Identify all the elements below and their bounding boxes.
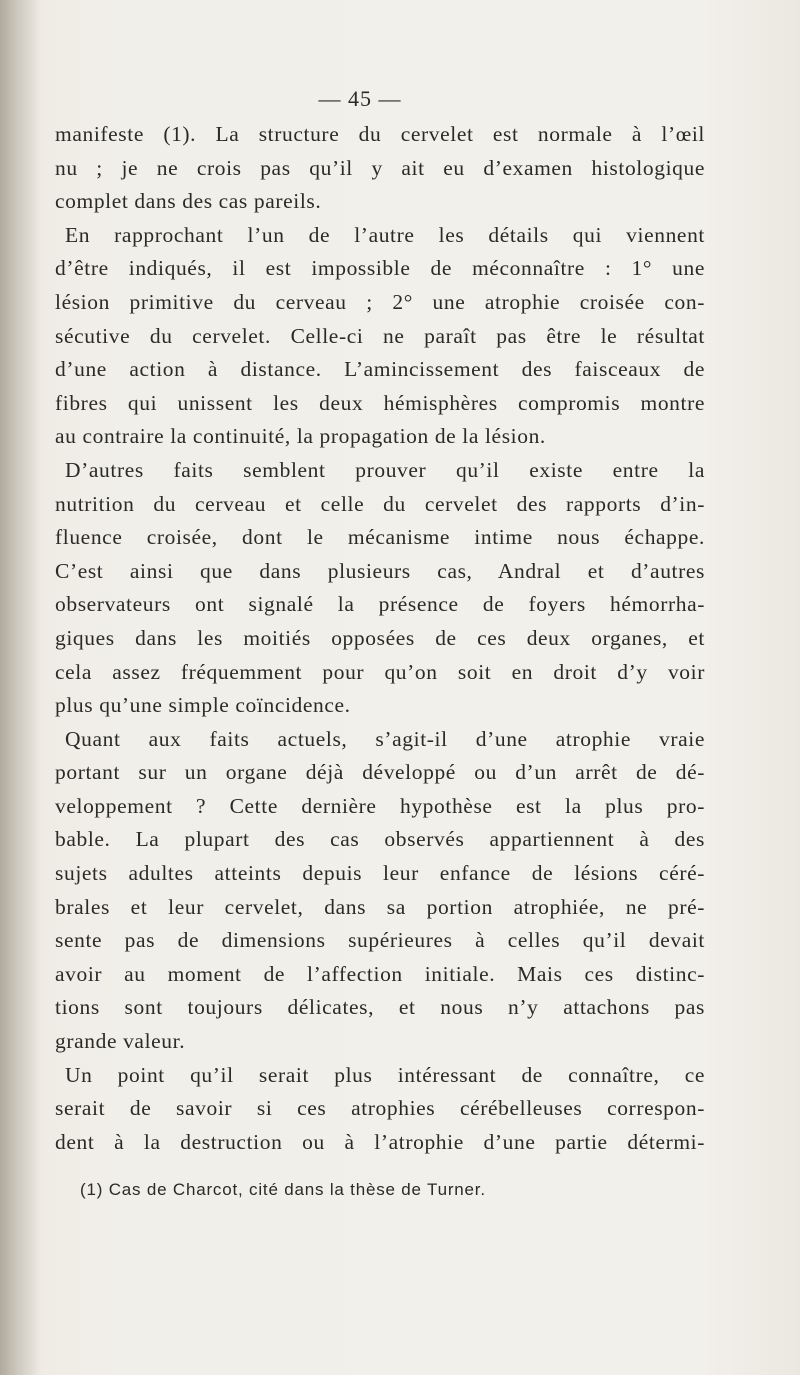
text-line: d’être indiqués, il est impossible de méconnaître : 1° une — [55, 256, 705, 281]
text-line: brales et leur cervelet, dans sa portion atrophiée, ne pré- — [55, 894, 705, 919]
text-line: Quant aux faits actuels, s’agit-il d’une atrophie vraie — [65, 726, 705, 751]
text-line: nutrition du cerveau et celle du cervelet des rapports d’in- — [55, 491, 705, 516]
footnote: (1) Cas de Charcot, cité dans la thèse de Turner. — [80, 1180, 486, 1199]
text-line: plus qu’une simple coïncidence. — [55, 693, 351, 718]
text-line: bable. La plupart des cas observés appartiennent à des — [55, 827, 705, 852]
text-line: sujets adultes atteints depuis leur enfance de lésions céré- — [55, 861, 705, 886]
text-line: En rapprochant l’un de l’autre les détails qui viennent — [65, 222, 705, 247]
body-text — [55, 118, 705, 1159]
page-number-header: — 45 — — [318, 86, 402, 111]
text-line: sécutive du cervelet. Celle-ci ne paraît pas être le résultat — [55, 323, 705, 348]
text-line: veloppement ? Cette dernière hypothèse est la plus pro- — [55, 793, 705, 818]
text-line: lésion primitive du cerveau ; 2° une atrophie croisée con- — [55, 289, 705, 314]
text-line: complet dans des cas pareils. — [55, 189, 322, 214]
text-line: sente pas de dimensions supérieures à celles qu’il devait — [55, 928, 705, 953]
text-line: tions sont toujours délicates, et nous n’y attachons pas — [55, 995, 705, 1020]
text-line: avoir au moment de l’affection initiale. Mais ces distinc- — [55, 961, 705, 986]
text-line: C’est ainsi que dans plusieurs cas, Andral et d’autres — [55, 558, 705, 583]
text-line: giques dans les moitiés opposées de ces deux organes, et — [55, 625, 705, 650]
text-line: portant sur un organe déjà développé ou d’un arrêt de dé- — [55, 760, 705, 785]
text-line: d’une action à distance. L’amincissement des faisceaux de — [55, 357, 705, 382]
text-line: cela assez fréquemment pour qu’on soit en droit d’y voir — [55, 659, 705, 684]
binding-shadow — [0, 0, 40, 1375]
text-line: serait de savoir si ces atrophies cérébelleuses correspon- — [55, 1096, 705, 1121]
text-line: grande valeur. — [55, 1029, 186, 1054]
text-line: fibres qui unissent les deux hémisphères compromis montre — [55, 390, 705, 415]
text-line: observateurs ont signalé la présence de foyers hémorrha- — [55, 592, 705, 617]
text-line: manifeste (1). La structure du cervelet est normale à l’œil — [55, 122, 705, 146]
text-line: nu ; je ne crois pas qu’il y ait eu d’examen histologique — [55, 155, 705, 180]
text-line: fluence croisée, dont le mécanisme intime nous échappe. — [55, 525, 705, 550]
text-line: dent à la destruction ou à l’atrophie d’une partie détermi- — [55, 1129, 705, 1154]
text-line: au contraire la continuité, la propagation de la lésion. — [55, 424, 546, 449]
text-line: Un point qu’il serait plus intéressant de connaître, ce — [65, 1062, 705, 1087]
text-line: D’autres faits semblent prouver qu’il existe entre la — [65, 457, 705, 482]
